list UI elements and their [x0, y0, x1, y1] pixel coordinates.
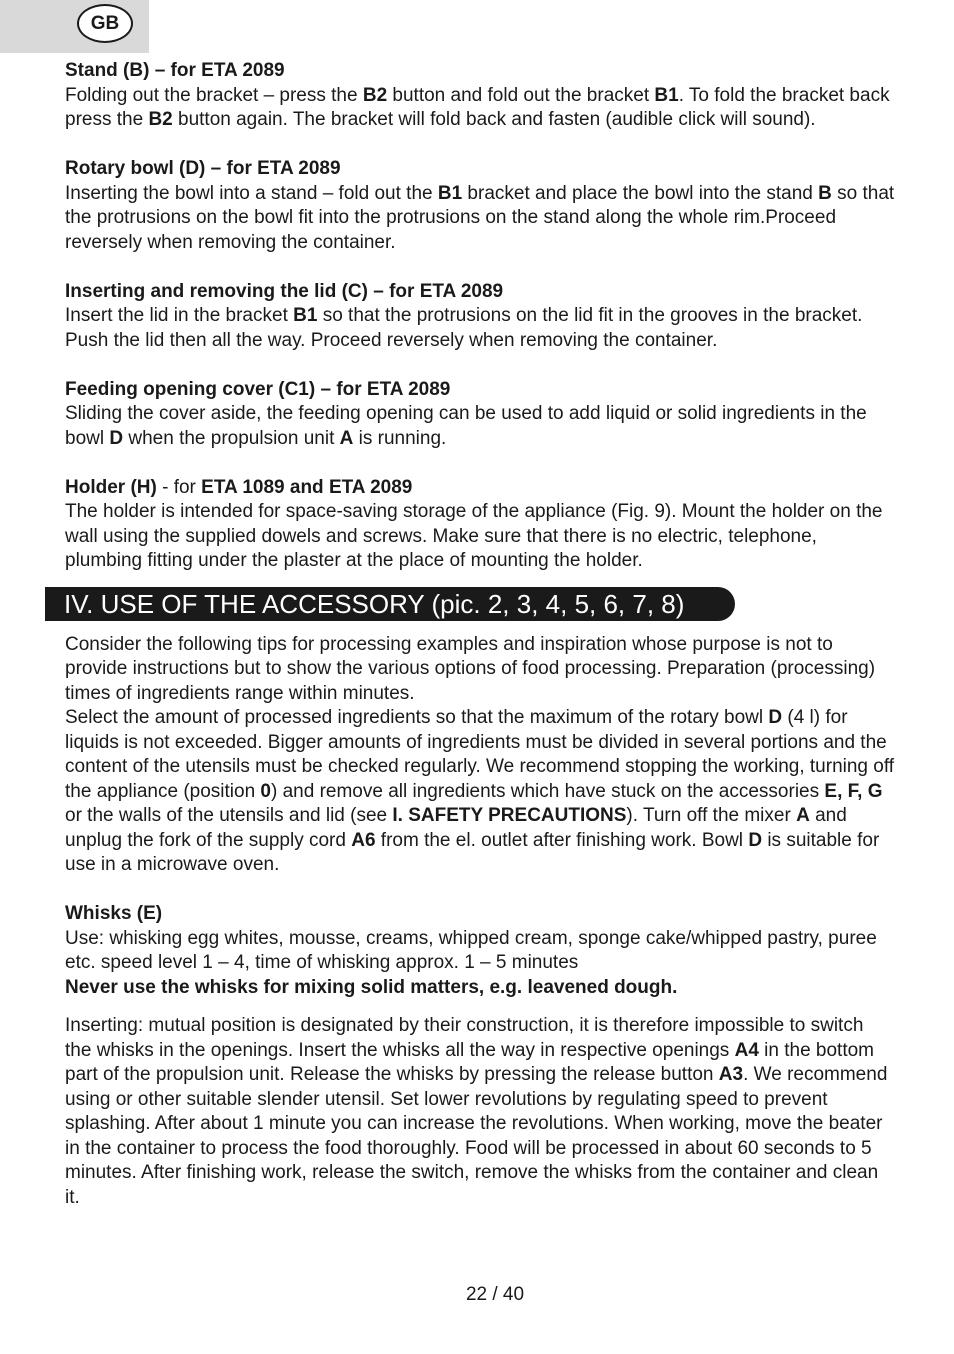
bold-reference: I. SAFETY PRECAUTIONS: [392, 805, 627, 826]
bold-reference: Holder (H): [65, 476, 157, 498]
whisks-inserting-text: Inserting: mutual position is designated by their construction, it is therefore impossible to switch the whisks in the openings. Insert the whisks all the way in respective openings A4 in the bottom part of the propulsion unit. Release the whisks by pressing the release button A3. We recommend using or other suitable slender utensil. Set lower revolutions by regulating speed to prevent splashing. After about 1 minute you can increase the revolutions. When working, move the beater in the container to process the food thoroughly. Food will be processed in about 60 seconds to 5 minutes. After finishing work, release the switch, remove the whisks from the container and clean it.: [65, 1015, 888, 1208]
accessory-amount-text: Select the amount of processed ingredients so that the maximum of the rotary bowl D (4 l) for liquids is not exceeded. Bigger amounts of ingredients must be divided in several portions and the content of the utensils must be checked regularly. We recommend stopping the working, turning off the appliance (position 0) and remove all ingredients which have stuck on the accessories E, F, G or the walls of the utensils and lid (see I. SAFETY PRECAUTIONS). Turn off the mixer A and unplug the fork of the supply cord A6 from the el. outlet after finishing work. Bowl D is suitable for use in a microwave oven.: [65, 707, 895, 875]
language-badge: GB: [77, 4, 133, 43]
spacer: [65, 451, 895, 476]
language-tab: [0, 0, 149, 53]
feeding-cover-heading: Feeding opening cover (C1) – for ETA 2089: [65, 378, 451, 400]
bold-reference: ETA 1089 and ETA 2089: [201, 476, 413, 498]
page-number: 22 / 40: [465, 1284, 525, 1305]
section-title-bar: [45, 587, 735, 621]
bold-reference: B: [818, 182, 832, 204]
bold-reference: B2: [148, 109, 173, 130]
rotary-bowl-text: Inserting the bowl into a stand – fold out the B1 bracket and place the bowl into the stand B so that the protrusions on the bowl fit into the protrusions on the stand along the whole rim.Proceed reversely when removing the container.: [65, 182, 895, 253]
spacer: [65, 255, 895, 280]
lid-text: Insert the lid in the bracket B1 so that the protrusions on the lid fit in the grooves in the bracket. Push the lid then all the way. Proceed reversely when removing the container.: [65, 305, 863, 351]
holder-text: The holder is intended for space-saving storage of the appliance (Fig. 9). Mount the holder on the wall using the supplied dowels and screws. Make sure that there is no electric, telephone, plumbing fitting under the plaster at the place of mounting the holder.: [65, 501, 883, 571]
bold-reference: A4: [734, 1039, 759, 1061]
bold-reference: D: [768, 707, 783, 728]
feeding-cover-text: Sliding the cover aside, the feeding opening can be used to add liquid or solid ingredients in the bowl D when the propulsion unit A is running.: [65, 403, 867, 449]
bold-reference: A: [796, 805, 810, 826]
whisks-use-text: Use: whisking egg whites, mousse, creams, whipped cream, sponge cake/whipped pastry, puree etc. speed level 1 – 4, time of whisking approx. 1 – 5 minutes: [65, 927, 877, 973]
bold-reference: B1: [654, 84, 679, 106]
bold-reference: E, F, G: [824, 780, 883, 802]
bold-reference: B1: [437, 182, 463, 204]
spacer: [65, 1000, 895, 1014]
bold-reference: A3: [718, 1064, 744, 1085]
spacer: [65, 878, 895, 903]
bold-reference: 0: [260, 780, 271, 802]
section-title: IV. USE OF THE ACCESSORY (pic. 2, 3, 4, 5, 6, 7, 8): [64, 588, 685, 619]
lid-heading: Inserting and removing the lid (C) – for ETA 2089: [65, 280, 504, 302]
accessory-intro-text: Consider the following tips for processing examples and inspiration whose purpose is not to provide instructions but to show the various options of food processing. Preparation (processing) times of ingredients range within minutes.: [65, 633, 876, 704]
spacer: [65, 133, 895, 158]
bold-reference: B1: [293, 305, 318, 326]
bold-reference: A6: [351, 829, 376, 851]
rotary-bowl-heading: Rotary bowl (D) – for ETA 2089: [65, 158, 341, 179]
whisks-warning: Never use the whisks for mixing solid matters, e.g. leavened dough.: [65, 976, 678, 998]
bold-reference: D: [109, 427, 124, 449]
whisks-heading: Whisks (E): [65, 903, 163, 924]
bold-reference: A: [339, 427, 354, 449]
document-body: [65, 59, 895, 1210]
bold-reference: D: [748, 829, 763, 851]
holder-heading: Holder (H) - for ETA 1089 and ETA 2089: [65, 476, 413, 498]
bold-reference: B2: [362, 84, 388, 106]
stand-text: Folding out the bracket – press the B2 button and fold out the bracket B1. To fold the bracket back press the B2 button again. The bracket will fold back and fasten (audible click will sound).: [65, 84, 890, 130]
spacer: [65, 353, 895, 378]
stand-heading: Stand (B) – for ETA 2089: [65, 60, 285, 81]
